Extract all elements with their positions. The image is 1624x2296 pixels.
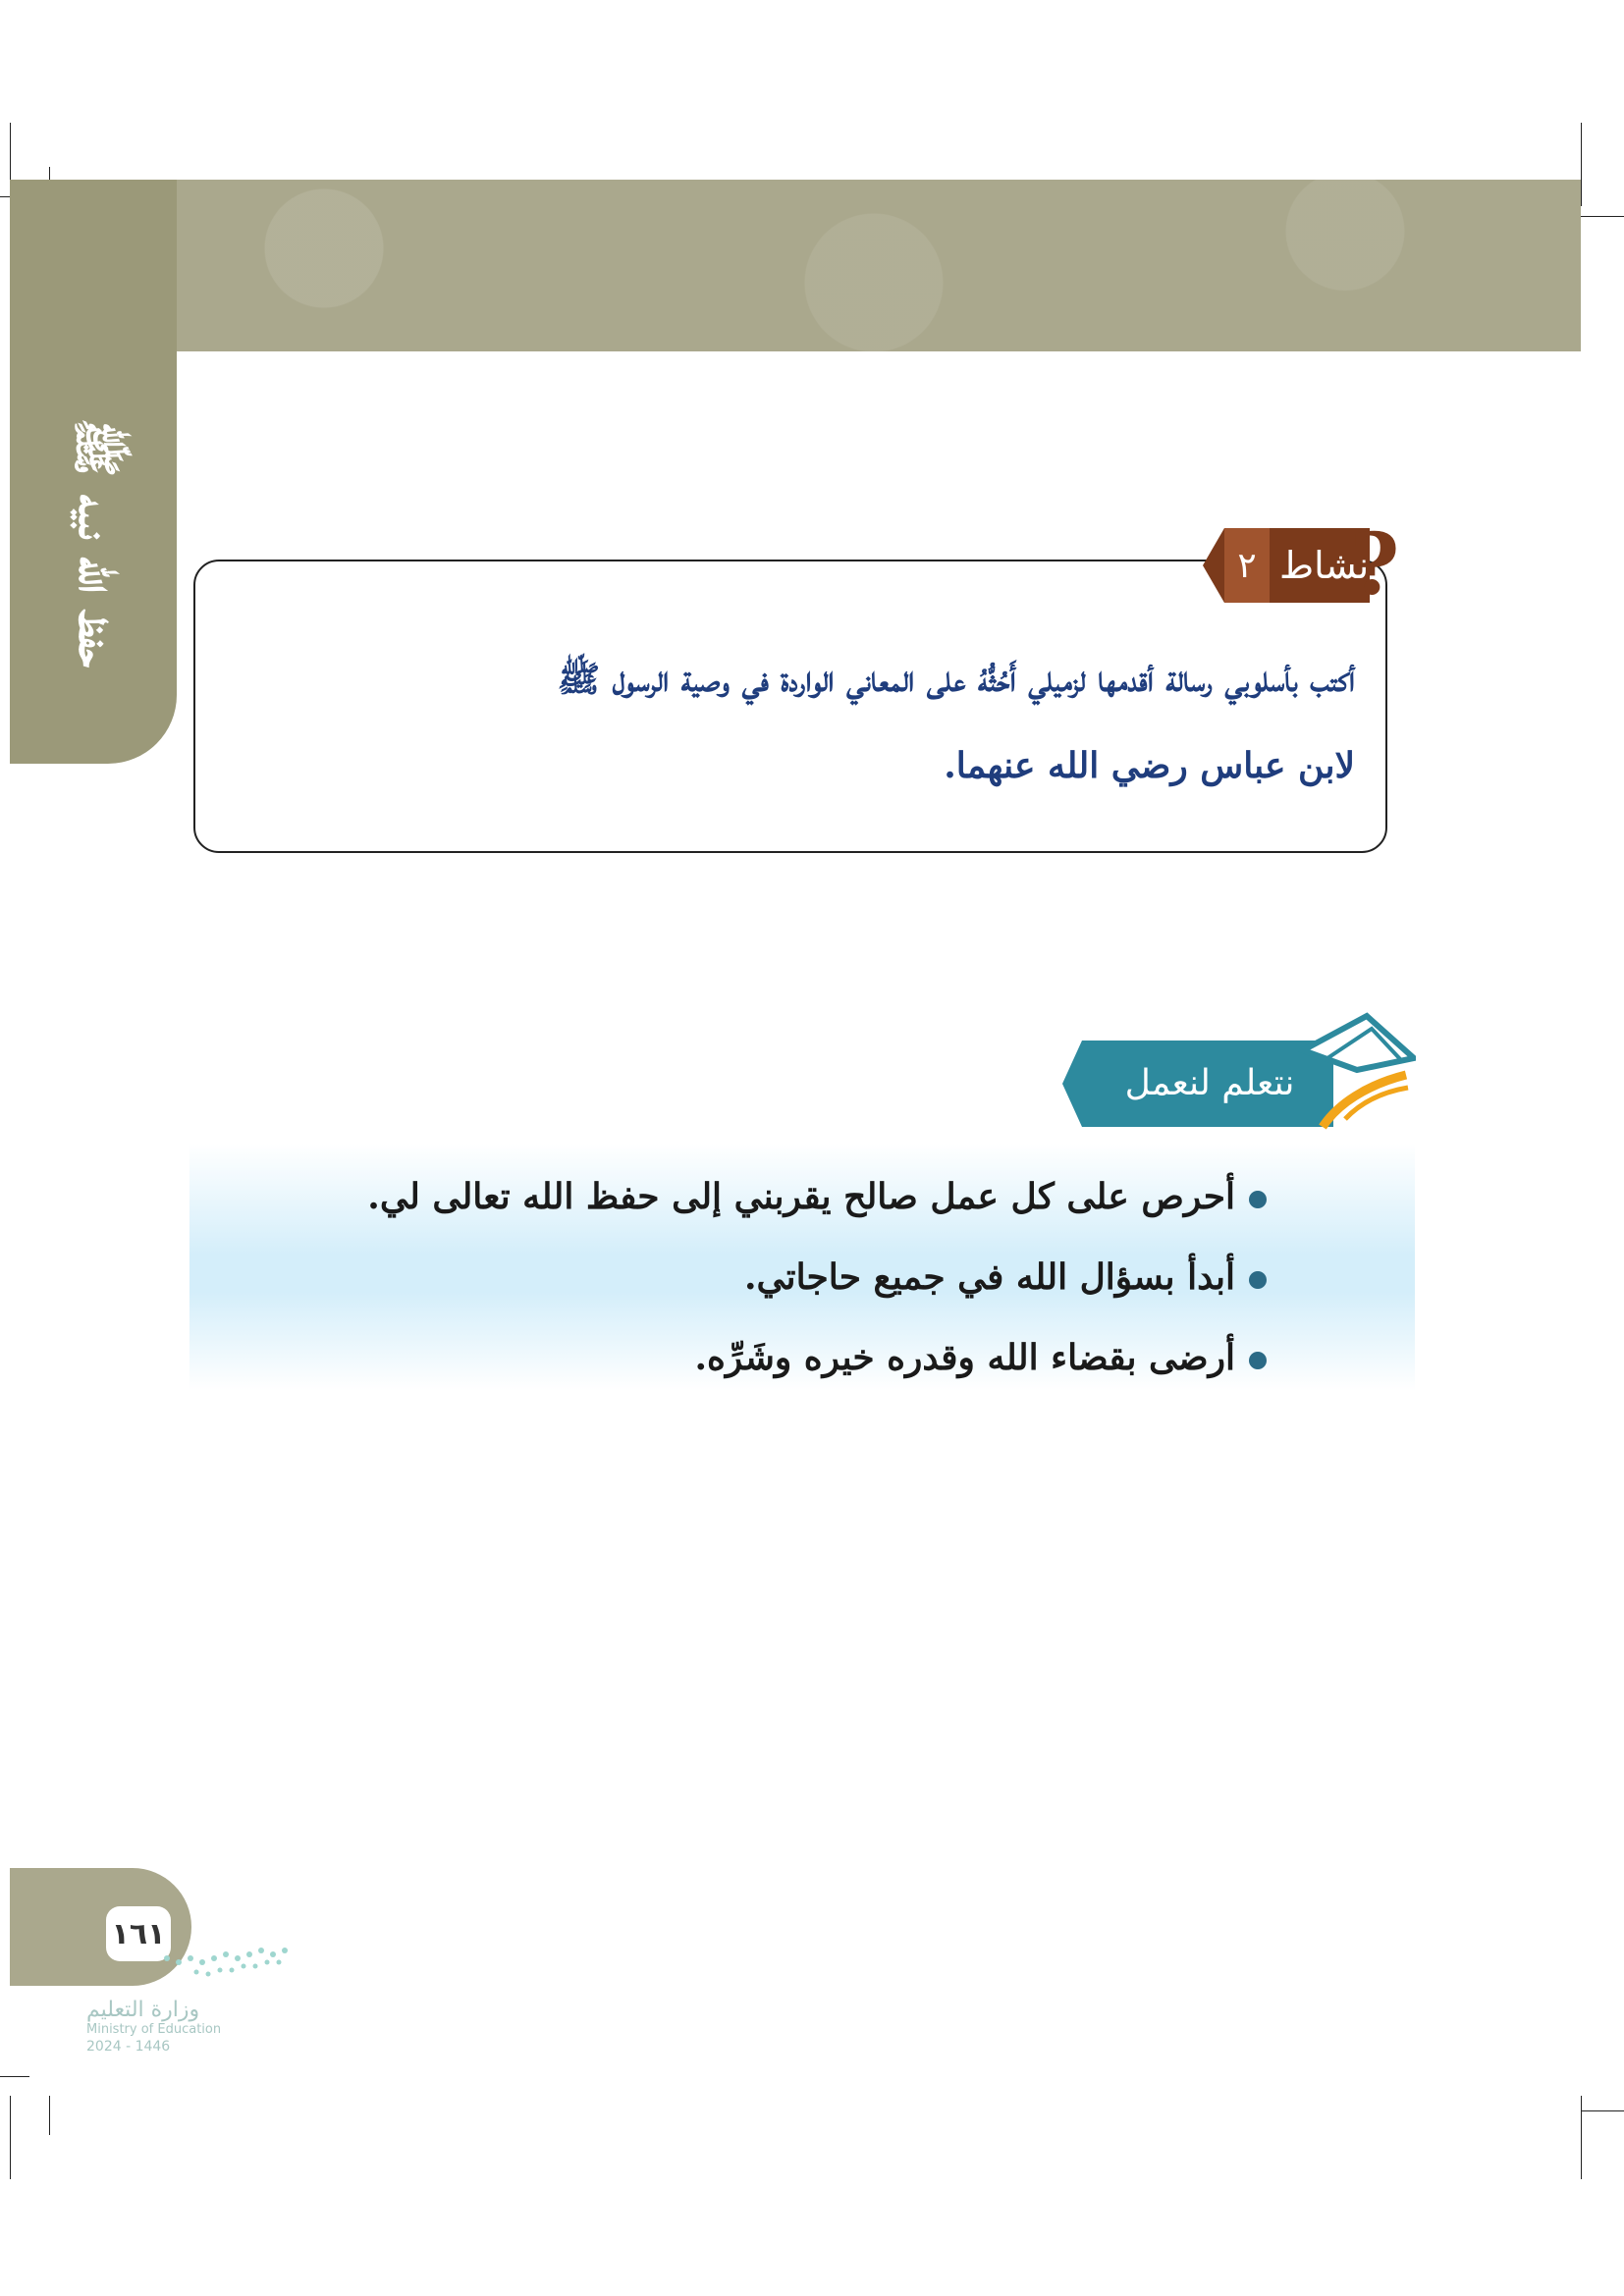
learn-item-text: أحرص على كل عمل صالح يقربني إلى حفظ الله تعالى لي. bbox=[367, 1176, 1235, 1217]
activity-number: ٢ bbox=[1224, 528, 1270, 603]
activity-prompt bbox=[216, 636, 1355, 809]
learn-item-text: أرضى بقضاء الله وقدره خيره وشَرِّه. bbox=[694, 1337, 1235, 1378]
bullet-dot bbox=[1249, 1352, 1267, 1369]
bullet-dot bbox=[1249, 1191, 1267, 1208]
dots-decoration-icon bbox=[157, 1939, 295, 1988]
crop-mark bbox=[1581, 123, 1582, 206]
question-mark-icon: ? bbox=[1350, 515, 1400, 614]
ministry-name-en: Ministry of Education bbox=[86, 2022, 222, 2037]
learn-item bbox=[295, 1156, 1267, 1237]
crop-mark bbox=[1581, 2096, 1582, 2179]
chapter-title-wrap bbox=[12, 327, 169, 759]
ministry-name-ar: وزارة التعليم bbox=[86, 1998, 200, 2022]
crop-mark bbox=[0, 2076, 29, 2077]
learn-list bbox=[295, 1156, 1267, 1398]
learn-item-text: أبدأ بسؤال الله في جميع حاجاتي. bbox=[744, 1256, 1235, 1298]
crop-mark bbox=[10, 2096, 11, 2179]
crop-mark bbox=[1581, 2110, 1624, 2111]
bullet-dot bbox=[1249, 1271, 1267, 1289]
crop-mark bbox=[1581, 216, 1624, 217]
learn-tag bbox=[1062, 1011, 1416, 1134]
ministry-logo bbox=[86, 1998, 244, 2055]
activity-tag bbox=[1203, 515, 1400, 614]
page-number: ١٦١ bbox=[106, 1906, 171, 1961]
activity-label: نشاط bbox=[1279, 544, 1370, 587]
learn-label: نتعلم لنعمل bbox=[1124, 1063, 1295, 1103]
open-book-icon bbox=[1298, 1011, 1416, 1134]
chapter-side-tab bbox=[10, 180, 177, 764]
activity-prompt-line: أكتب بأسلوبي رسالة أقدمها لزميلي أَحُثُّهُ على المعاني الواردة في وصية الرسول ﷺ bbox=[557, 659, 1355, 700]
crop-mark bbox=[49, 2096, 50, 2135]
header-band bbox=[10, 180, 1581, 351]
ministry-year: 2024 - 1446 bbox=[86, 2039, 171, 2055]
learn-item bbox=[295, 1237, 1267, 1317]
learn-item bbox=[295, 1317, 1267, 1398]
chapter-title: حفظ الله نبيه ﷺ bbox=[68, 417, 127, 668]
activity-prompt-line: لابن عباس رضي الله عنهما. bbox=[944, 745, 1355, 786]
